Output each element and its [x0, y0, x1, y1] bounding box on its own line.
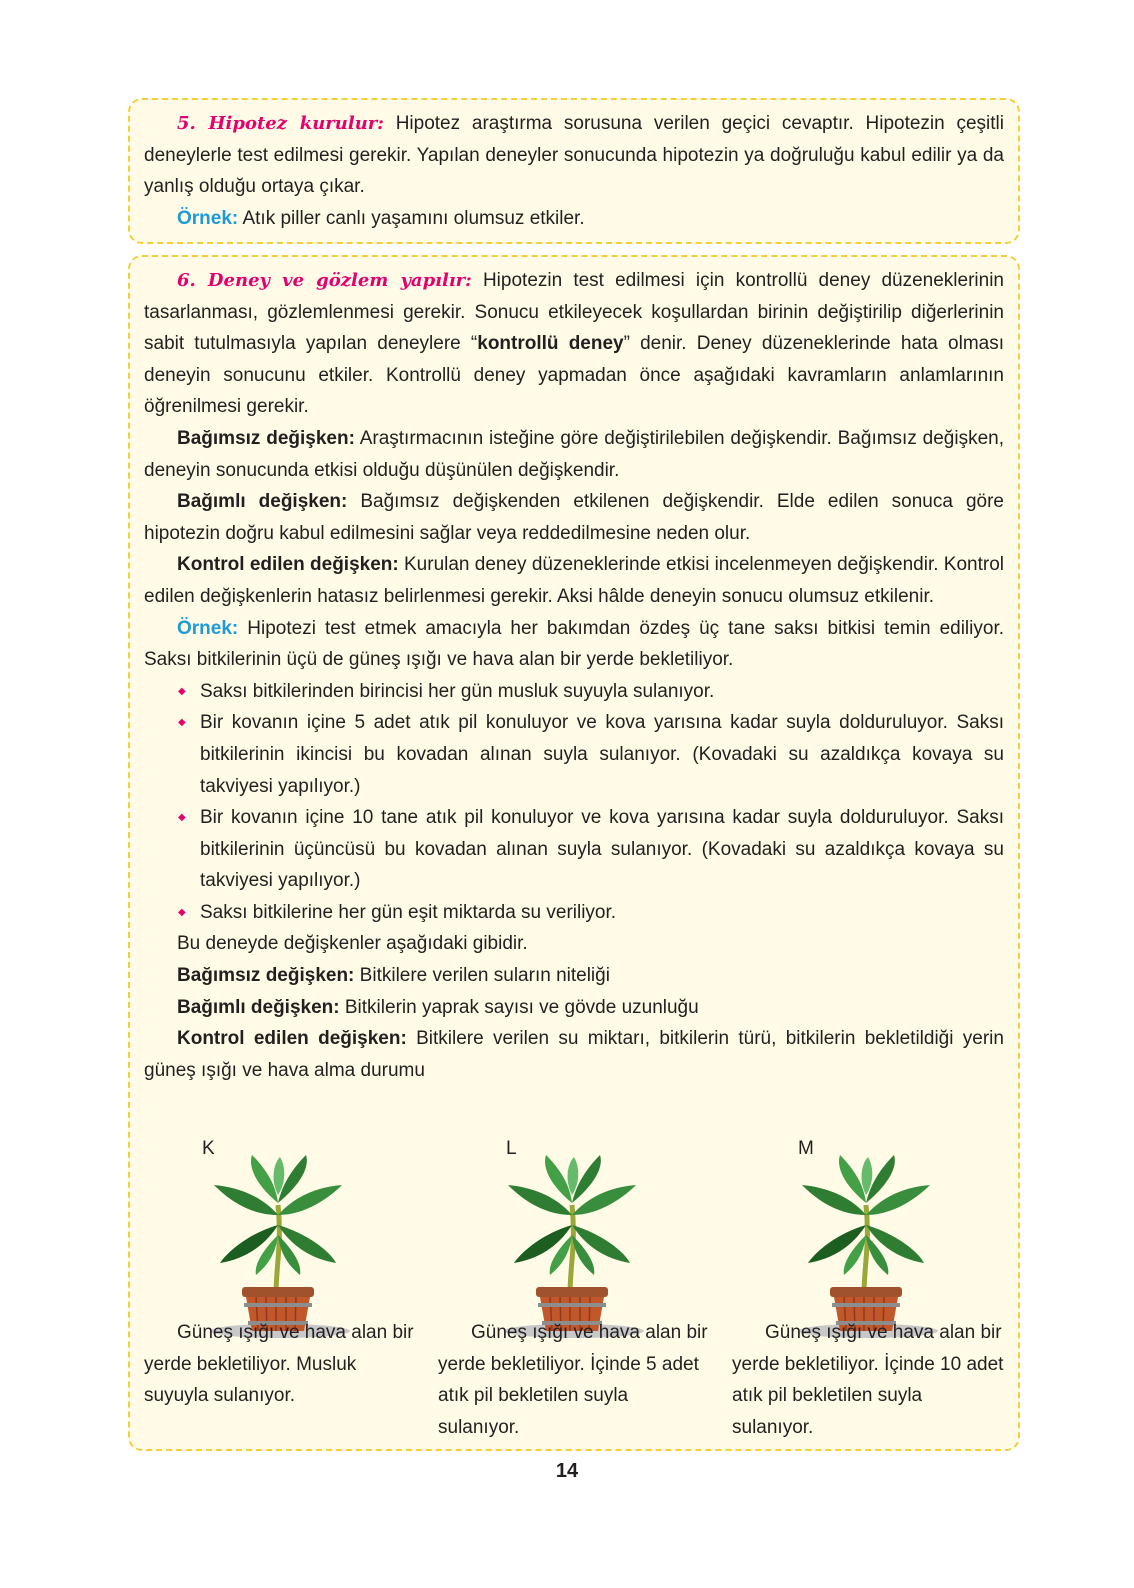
variable-term: Kontrol edilen değişken:: [177, 1028, 407, 1050]
variable-text: Bitkilerin yaprak sayısı ve gövde uzunluğu: [339, 996, 699, 1018]
potted-plant-image: [794, 1155, 942, 1341]
definition-term: Kontrol edilen değişken:: [177, 554, 399, 576]
intro-text-1: Hipotezin test edilmesi için kontrollü deney düzeneklerinin tasarlanması, gözlemlenmesi gerekir. Sonucu etkileyecek koşullardan birinin değiştirilip diğerlerinin sabit tutulmasıyla yapılan deneylere “: [144, 270, 1004, 355]
definition-controlled: [144, 549, 1004, 612]
list-item: ◆ Bir kovanın içine 10 tane atık pil konuluyor ve kova yarısına kadar suyla dolduruluyor. Saksı bitkilerinin üçüncüsü bu kovadan alınan suyla sulanıyor. (Kovadaki su azaldıkça kovaya su takviyesi yapılıyor.): [200, 802, 1004, 897]
procedure-list: [144, 676, 1004, 929]
definition-text: Kurulan deney düzeneklerinde etkisi incelenmeyen değişkendir. Kontrol edilen değişkenlerin hatasız belirlenmesi gerekir. Aksi hâlde deneyin sonucu olumsuz etkilenir.: [144, 554, 1004, 607]
definition-text: Bağımsız değişkenden etkilenen değişkendir. Elde edilen sonuca göre hipotezin doğru kabul edilmesini sağlar veya reddedilmesine neden olur.: [144, 491, 1004, 544]
potted-plant-image: [500, 1155, 648, 1341]
list-item: ◆ Bir kovanın içine 5 adet atık pil konuluyor ve kova yarısına kadar suyla dolduruluyor. Saksı bitkilerinin ikincisi bu kovadan alınan suyla sulanıyor. (Kovadaki su azaldıkça kovaya su takviyesi yapılıyor.): [200, 707, 1004, 802]
plant-caption: Güneş ışığı ve hava alan bir yerde bekletiliyor. İçinde 10 adet atık pil bekletilen suyla sulanıyor.: [732, 1322, 1004, 1438]
definition-independent: [144, 423, 1004, 486]
experiment-box: [128, 255, 1020, 1451]
variable-term: Bağımsız değişken:: [177, 965, 355, 987]
variable-text: Bitkilere verilen su miktarı, bitkilerin türü, bitkilerin bekletildiği yerin güneş ışığı ve hava alma durumu: [144, 1028, 1004, 1081]
definition-dependent: [144, 486, 1004, 549]
plant-caption: Güneş ışığı ve hava alan bir yerde bekletiliyor. İçinde 5 adet atık pil bekletilen suyla sulanıyor.: [438, 1322, 708, 1438]
variable-term: Bağımlı değişken:: [177, 996, 340, 1018]
example-label: Örnek:: [177, 617, 239, 639]
list-item: ◆ Saksı bitkilerine her gün eşit miktarda su veriliyor.: [200, 897, 1004, 929]
page-number: 14: [555, 1460, 579, 1482]
plant-label: M: [798, 1138, 814, 1159]
definition-term: Bağımlı değişken:: [177, 491, 348, 513]
hypothesis-heading: 5. Hipotez kurulur:: [177, 113, 384, 134]
plant-label: L: [506, 1138, 517, 1159]
intro-text-2: ” denir. Deney düzeneklerinde hata olması deneyin sonucunu etkiler. Kontrollü deney yapmadan önce aşağıdaki kavramların anlamlarının öğrenilmesi gerekir.: [144, 333, 1005, 418]
intro-bold: kontrollü deney: [477, 333, 624, 355]
example-text: Hipotezi test etmek amacıyla her bakımdan özdeş üç tane saksı bitkisi temin ediliyor. Saksı bitkilerinin üçü de güneş ışığı ve hava alan bir yerde bekletiliyor.: [144, 617, 1004, 671]
definition-term: Bağımsız değişken:: [177, 427, 355, 449]
variable-text: Bitkilere verilen suların niteliği: [354, 965, 610, 987]
experiment-example: [144, 613, 1004, 676]
plants-figure: [144, 1131, 1004, 1441]
plant-label: K: [202, 1138, 215, 1159]
list-item: ◆ Saksı bitkilerinden birincisi her gün musluk suyuyla sulanıyor.: [200, 676, 1004, 708]
hypothesis-example: [144, 203, 1004, 235]
variable-independent: [144, 960, 1004, 992]
example-text: Atık piller canlı yaşamını olumsuz etkiler.: [238, 207, 585, 229]
hypothesis-text: Hipotez araştırma sorusuna verilen geçici cevaptır. Hipotezin çeşitli deneylerle test edilmesi gerekir. Yapılan deneyler sonucunda hipotezin ya doğruluğu kabul edilir ya da yanlış olduğu ortaya çıkar.: [144, 113, 1004, 198]
experiment-intro: [144, 265, 1004, 423]
plant-caption: Güneş ışığı ve hava alan bir yerde bekletiliyor. Musluk suyuyla sulanıyor.: [144, 1322, 414, 1407]
hypothesis-paragraph: [144, 108, 1004, 203]
variables-intro: Bu deneyde değişkenler aşağıdaki gibidir.: [177, 933, 528, 955]
variable-controlled: [144, 1023, 1004, 1086]
example-label: Örnek:: [177, 207, 239, 229]
hypothesis-box: [128, 98, 1020, 244]
experiment-heading: 6. Deney ve gözlem yapılır:: [177, 270, 472, 291]
definition-text: Araştırmacının isteğine göre değiştirilebilen değişkendir. Bağımsız değişken, deneyin sonucunda etkisi olduğu düşünülen değişkendir.: [144, 427, 1004, 481]
potted-plant-image: [206, 1155, 354, 1341]
variable-dependent: [144, 992, 1004, 1024]
